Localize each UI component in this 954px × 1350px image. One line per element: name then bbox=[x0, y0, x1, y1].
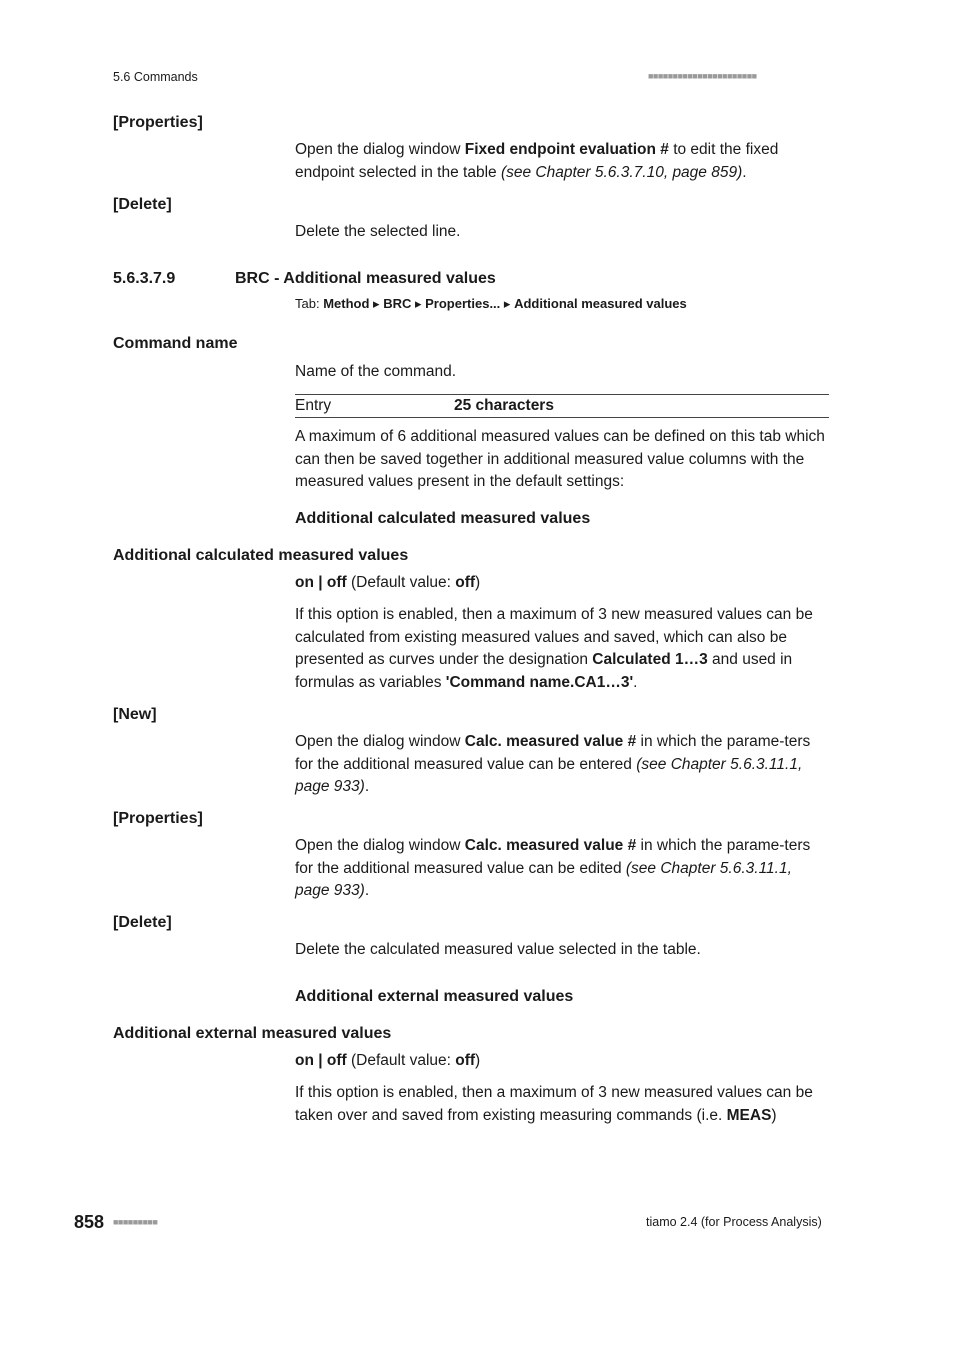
header-dots-decoration: ■■■■■■■■■■■■■■■■■■■■■■ bbox=[648, 71, 757, 81]
running-header-section: 5.6 Commands bbox=[113, 70, 198, 84]
intro-paragraph: A maximum of 6 additional measured values can be defined on this tab which can then be saved together in additional measured value columns with the measured values present in the default settings: bbox=[295, 428, 825, 490]
footer-product: tiamo 2.4 (for Process Analysis) bbox=[646, 1215, 822, 1229]
tab-path: Tab: Method ▸ BRC ▸ Properties... ▸ Additional measured values bbox=[295, 296, 687, 311]
arrow-right-icon: ▸ bbox=[503, 296, 511, 311]
entry-table bbox=[295, 394, 829, 418]
delete-2-description: Delete the calculated measured value selected in the table. bbox=[295, 941, 701, 958]
term-command-name: Command name bbox=[113, 335, 238, 352]
page-number: 858 bbox=[74, 1212, 105, 1232]
command-name-description: Name of the command. bbox=[295, 363, 457, 380]
external-description: If this option is enabled, then a maximum of 3 new measured values can be taken over and saved from existing measuring commands (i.e. MEAS) bbox=[295, 1084, 813, 1124]
subheading-calculated: Additional calculated measured values bbox=[295, 510, 591, 527]
properties-2-description: Open the dialog window Calc. measured value # in which the parame-ters for the additional measured value can be edited (see Chapter 5.6.3.11.1, page 933). bbox=[295, 837, 811, 899]
calculated-default-value: on | off (Default value: off) bbox=[295, 574, 481, 591]
term-additional-external: Additional external measured values bbox=[113, 1025, 392, 1042]
entry-key: Entry bbox=[295, 397, 332, 414]
delete-description: Delete the selected line. bbox=[295, 223, 461, 240]
term-properties-2: [Properties] bbox=[113, 810, 203, 827]
arrow-right-icon: ▸ bbox=[414, 296, 422, 311]
subheading-external: Additional external measured values bbox=[295, 988, 574, 1005]
term-delete-2: [Delete] bbox=[113, 914, 172, 931]
section-title: BRC - Additional measured values bbox=[235, 270, 496, 287]
term-properties: [Properties] bbox=[113, 114, 203, 131]
term-new: [New] bbox=[113, 706, 157, 723]
footer-dots-decoration: ■■■■■■■■■ bbox=[113, 1217, 158, 1227]
term-additional-calculated: Additional calculated measured values bbox=[113, 547, 409, 564]
section-number: 5.6.3.7.9 bbox=[113, 270, 176, 287]
term-delete: [Delete] bbox=[113, 196, 172, 213]
new-description: Open the dialog window Calc. measured value # in which the parame-ters for the additional measured value can be entered (see Chapter 5.6.3.11.1, page 933). bbox=[295, 733, 811, 795]
properties-description: Open the dialog window Fixed endpoint evaluation # to edit the fixed endpoint selected in the table (see Chapter 5.6.3.7.10, page 859). bbox=[295, 141, 779, 181]
arrow-right-icon: ▸ bbox=[373, 296, 380, 311]
calculated-description: If this option is enabled, then a maximum of 3 new measured values can be calculated from existing measured values and saved, which can also be presented as curves under the designation Calculated 1…3 and used in formulas as variables 'Command name.CA1…3'. bbox=[295, 606, 813, 691]
external-default-value: on | off (Default value: off) bbox=[295, 1052, 481, 1069]
entry-value: 25 characters bbox=[454, 397, 554, 414]
